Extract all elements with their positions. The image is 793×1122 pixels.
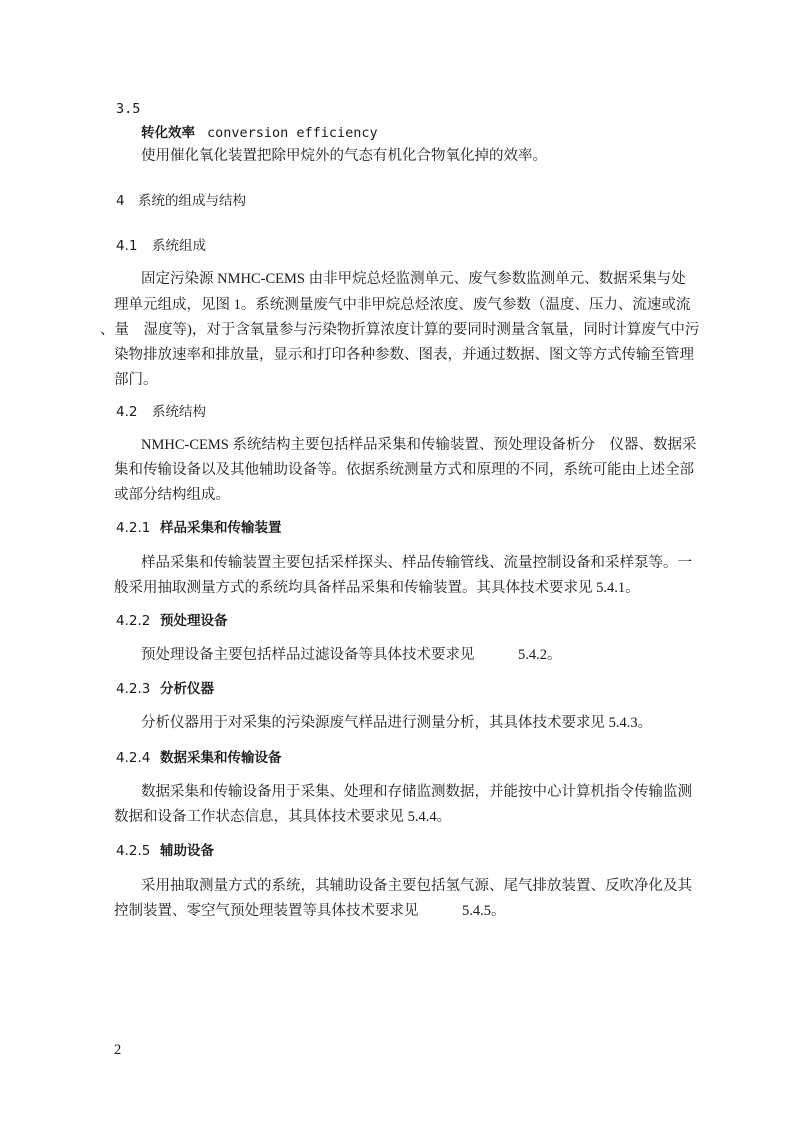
term-definition: 使用催化氧化装置把除甲烷外的气态有机化合物氧化掉的效率。 [141, 148, 547, 164]
paragraph-line: 理单元组成，见图 1。系统测量废气中非甲烷总烃浓度、废气参数（温度、压力、流速或流 [114, 297, 691, 313]
section-number: 4.1 [116, 238, 138, 254]
paragraph-line: 或部分结构组成。 [114, 487, 230, 503]
paragraph-line: 般采用抽取测量方式的系统均具备样品采集和传输装置。其具体技术要求见 5.4.1。 [114, 580, 640, 596]
section-heading-4-2-3 [116, 679, 214, 699]
section-title: 分析仪器 [160, 681, 214, 697]
section-title: 数据采集和传输设备 [160, 750, 282, 766]
section-number: 4.2 [116, 404, 138, 420]
term-en: conversion efficiency [207, 125, 378, 141]
paragraph-line: 预处理设备主要包括样品过滤设备等具体技术要求见 5.4.2。 [141, 647, 562, 663]
paragraph-line: NMHC-CEMS 系统结构主要包括样品采集和传输装置、预处理设备析分 仪器、数据采 [141, 437, 697, 453]
term-number: 3.5 [116, 101, 141, 117]
paragraph-line: 数据和设备工作状态信息，其具体技术要求见 5.4.4。 [114, 809, 452, 825]
section-title: 预处理设备 [160, 613, 228, 629]
section-number: 4.2.2 [116, 613, 151, 629]
section-heading-4-2-4 [116, 748, 282, 768]
paragraph-line: 样品采集和传输装置主要包括采样探头、样品传输管线、流量控制设备和采样泵等。一 [141, 555, 692, 571]
section-heading-4-2-2 [116, 611, 228, 631]
page-number: 2 [114, 1042, 122, 1058]
section-title: 系统的组成与结构 [138, 193, 246, 209]
section-heading-4-2-5 [116, 841, 214, 861]
paragraph-line: 部门。 [114, 372, 158, 388]
paragraph-line: 固定污染源 NMHC-CEMS 由非甲烷总烃监测单元、废气参数监测单元、数据采集与处 [141, 271, 686, 287]
paragraph-line: 集和传输设备以及其他辅助设备等。依据系统测量方式和原理的不同，系统可能由上述全部 [114, 462, 694, 478]
paragraph-line: 控制装置、零空气预处理装置等具体技术要求见 5.4.5。 [114, 903, 506, 919]
paragraph-line: 数据采集和传输设备用于采集、处理和存储监测数据，并能按中心计算机指令传输监测 [141, 784, 692, 800]
section-heading-4-1 [116, 236, 206, 256]
section-number: 4.2.1 [116, 520, 151, 536]
section-heading-4-2-1 [116, 518, 282, 538]
section-number: 4.2.5 [116, 843, 151, 859]
paragraph-line: 分析仪器用于对采集的污染源废气样品进行测量分析，其具体技术要求见 5.4.3。 [141, 715, 653, 731]
section-title: 样品采集和传输装置 [160, 520, 282, 536]
section-title: 辅助设备 [160, 843, 214, 859]
section-title: 系统结构 [152, 404, 206, 420]
section-number: 4 [116, 193, 125, 209]
paragraph-line: 染物排放速率和排放量，显示和打印各种参数、图表，并通过数据、图文等方式传输至管理 [114, 347, 694, 363]
section-number: 4.2.4 [116, 750, 151, 766]
term-heading [141, 123, 378, 143]
section-heading-4 [116, 191, 246, 211]
term-cn: 转化效率 [141, 125, 195, 141]
section-title: 系统组成 [152, 238, 206, 254]
section-heading-4-2 [116, 402, 206, 422]
paragraph-line: 采用抽取测量方式的系统，其辅助设备主要包括氢气源、尾气排放装置、反吹净化及其 [141, 878, 692, 894]
section-number: 4.2.3 [116, 681, 151, 697]
paragraph-line: 、量 湿度等)，对于含氧量参与污染物折算浓度计算的要同时测量含氧量，同时计算废气中污 [100, 322, 700, 338]
